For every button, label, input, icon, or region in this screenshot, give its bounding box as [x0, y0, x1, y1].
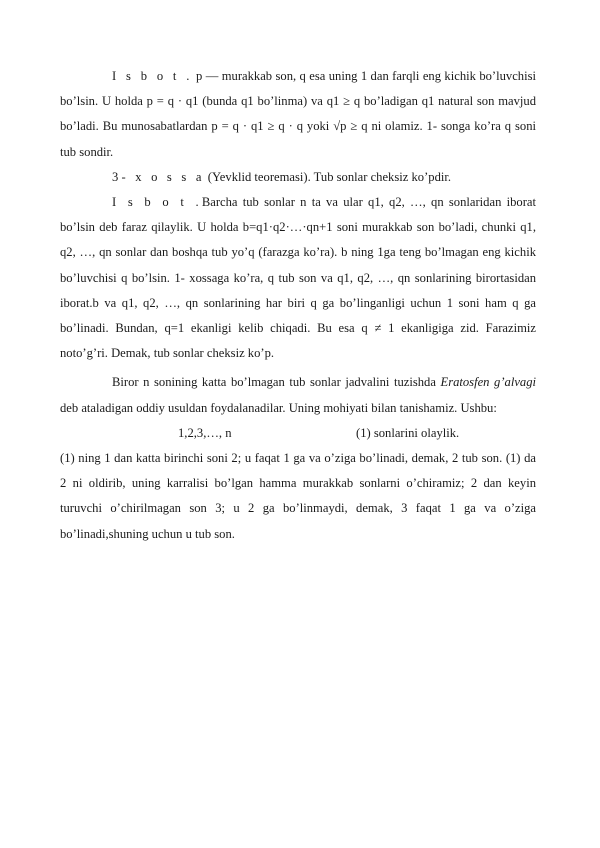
proof-text: p — murakkab son, q esa uning 1 dan farqli eng kichik bo’luvchisi bo’lsin. U holda p = q · q1 (bunda q1 bo’linma) va q1 ≥ q bo’ladigan q1 natural son mavjud bo’ladi. Bu munosabatlardan p = q · q1 ≥ q · q yoki √p ≥ q ni olamiz. 1- songa ko’ra q soni tub sondir.	[60, 69, 536, 159]
proof-paragraph-2	[60, 190, 536, 366]
paragraph-text: deb ataladigan oddiy usuldan foydalanadilar. Uning mohiyati bilan tanishamiz. Ushbu:	[60, 400, 497, 415]
paragraph-text: (1) ning 1 dan katta birinchi soni 2; u faqat 1 ga va o’ziga bo’linadi, demak, 2 tub son. (1) da 2 ni oldirib, uning karralisi bo’lgan hamma murakkab sonlarni o’chiramiz; 2 dan keyin turuvchi o’chirilmagan son 3; u 2 ga bo’linmaydi, demak, 3 faqat 1 ga va o’ziga bo’linadi,shuning uchun u tub son.	[60, 451, 536, 541]
paragraph-text: Biror n sonining katta bo’lmagan tub sonlar jadvalini tuzishda	[112, 375, 436, 390]
property-3-paragraph	[60, 165, 536, 190]
property-text: (Yevklid teoremasi). Tub sonlar cheksiz ko’pdir.	[207, 169, 452, 184]
proof-label: I s b o t .	[112, 69, 193, 83]
proof-paragraph-1	[60, 64, 536, 165]
proof-text: Barcha tub sonlar n ta va ular q1, q2, …, qn sonlaridan iborat bo’lsin deb faraz qilaylik. U holda b=q1·q2·…·qn+1 soni murakkab son bo’ladi, chunki q1, q2, …, qn sonlar dan boshqa tub yo’q (farazga ko’ra). b ning 1ga teng bo’lmagan eng kichik bo’luvchisi q bo’lsin. 1- xossaga ko’ra, q tub son va q1, q2, …, qn sonlarining birortasidan iborat.b va q1, q2, …, qn sonlarining har biri q ga bo’linganligi uchun 1 soni ham q ga bo’linadi. Bundan, q=1 ekanligi kelib chiqadi. Bu esa q ≠ 1 ekanligiga zid. Farazimiz noto’g’ri. Demak, tub sonlar cheksiz ko’p.	[60, 195, 536, 361]
property-label: 3- x o s s a	[112, 169, 205, 184]
eratosthenes-paragraph	[60, 370, 536, 420]
formula-label: (1) sonlarini olaylik.	[356, 425, 460, 440]
formula-line	[60, 421, 536, 446]
document-page	[60, 64, 536, 547]
sieve-term: Eratosfen g’alvagi	[440, 375, 536, 390]
formula-expression: 1,2,3,…, n	[178, 425, 232, 440]
sieve-explanation-paragraph	[60, 446, 536, 547]
proof-label: I s b o t .	[112, 195, 202, 210]
